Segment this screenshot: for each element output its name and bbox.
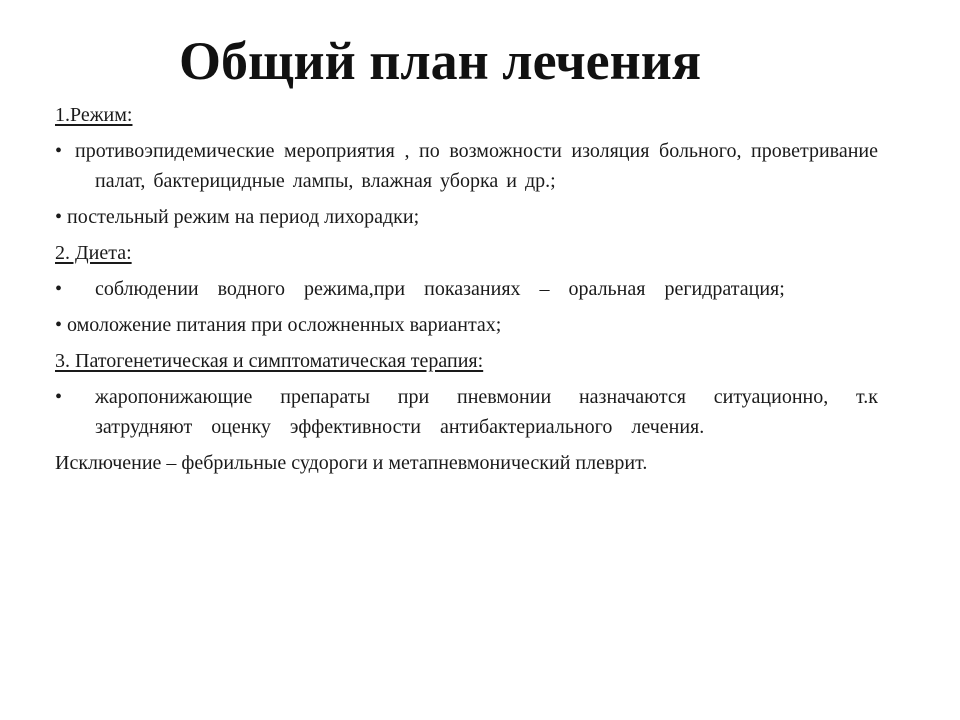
slide-title: Общий план лечения xyxy=(178,31,702,91)
bullet-icon: • xyxy=(55,206,68,228)
bullet-icon: • xyxy=(55,386,63,408)
list-item xyxy=(55,136,878,196)
bullet-icon: • xyxy=(55,278,63,300)
section-heading-therapy: 3. Патогенетическая и симптоматическая терапия: xyxy=(55,350,484,372)
bullet-text: противоэпидемические мероприятия , по возможности изоляция больного, проветривание палат, бактерицидные лампы, влажная уборка и др.; xyxy=(75,140,878,192)
section-heading-regimen: 1.Режим: xyxy=(55,104,133,126)
closing-note: Исключение – фебрильные судороги и метапневмонический плеврит. xyxy=(55,452,648,474)
slide-body xyxy=(55,100,878,478)
bullet-text: постельный режим на период лихорадки; xyxy=(67,206,420,228)
list-item xyxy=(55,202,878,232)
list-item xyxy=(55,310,878,340)
section-heading-diet: 2. Диета: xyxy=(55,242,132,264)
bullet-icon: • xyxy=(55,140,63,162)
bullet-icon: • xyxy=(55,314,68,336)
bullet-text: жаропонижающие препараты при пневмонии назначаются ситуационно, т.к затрудняют оценку эффективности антибактериального лечения. xyxy=(95,386,878,438)
bullet-text: омоложение питания при осложненных вариантах; xyxy=(67,314,502,336)
bullet-text: соблюдении водного режима,при показаниях – оральная регидратация; xyxy=(95,278,785,300)
list-item xyxy=(55,382,878,442)
list-item xyxy=(55,274,878,304)
